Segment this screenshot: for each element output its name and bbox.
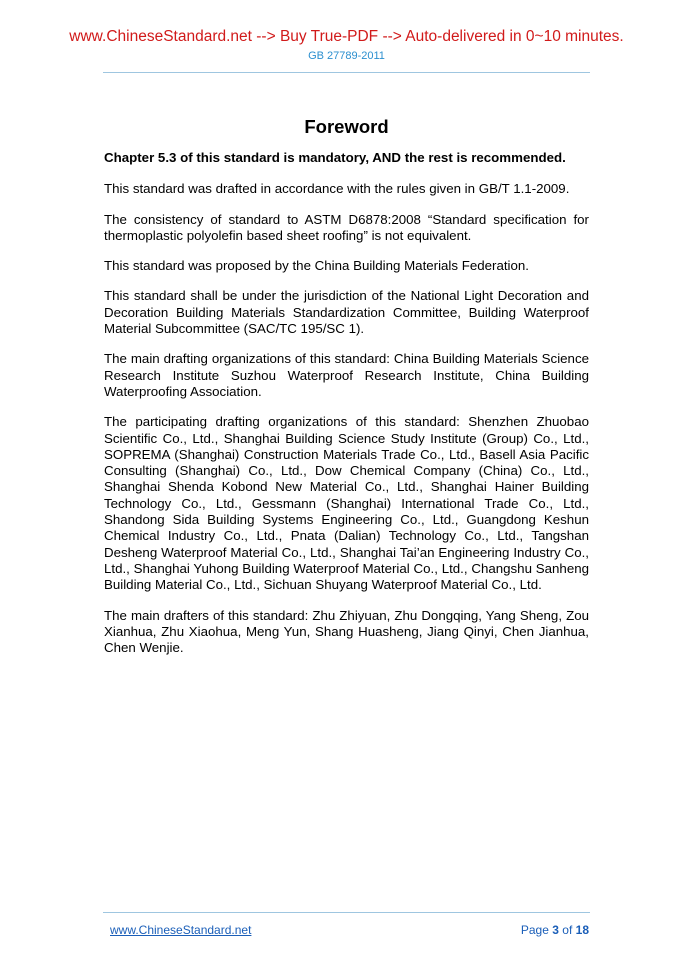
jurisdiction-paragraph: This standard shall be under the jurisdiction of the National Light Decoration and Decoration Building Materials Standardization Committee, Building Waterproof Material Subcommittee (SAC/TC 195/SC 1). bbox=[104, 288, 589, 337]
proposer-paragraph: This standard was proposed by the China Building Materials Federation. bbox=[104, 258, 529, 274]
mandatory-clause-paragraph: Chapter 5.3 of this standard is mandatory, AND the rest is recommended. bbox=[104, 150, 566, 165]
page-label: Page bbox=[520, 923, 549, 937]
participating-orgs-paragraph: The participating drafting organizations of this standard: Shenzhen Zhuobao Scientific Co., Ltd., Shanghai Building Science Study Institute (Group) Co., Ltd., SOPREMA (Shanghai) Construction Materials Trade Co., Ltd., Basell Asia Pacific Consulting (Shanghai) Co., Ltd., Dow Chemical Company (China) Co., Ltd., Shanghai Shenda Kobond New Material Co., Ltd., Shanghai Hainer Building Technology Co., Ltd., Gessmann (Shanghai) International Trade Co., Ltd., Shandong Sida Building Systems Engineering Co., Ltd., Guangdong Keshun Chemical Industry Co., Ltd., Pnata (Dalian) Technology Co., Ltd., Tangshan Desheng Waterproof Material Co., Ltd., Shanghai Tai’an Engineering Industry Co., Ltd., Shanghai Yuhong Building Waterproof Material Co., Ltd., Changshu Sanheng Building Material Co., Ltd., Sichuan Shuyang Waterproof Material Co., Ltd. bbox=[104, 414, 589, 593]
page-number bbox=[521, 923, 589, 937]
main-drafters-paragraph: The main drafters of this standard: Zhu Zhiyuan, Zhu Dongqing, Yang Sheng, Zou Xianhua, Zhu Xiaohua, Meng Yun, Shang Huasheng, Jiang Qinyi, Chen Jianhua, Chen Wenjie. bbox=[104, 607, 589, 656]
header-divider bbox=[103, 72, 590, 73]
page-current: 3 bbox=[552, 923, 559, 937]
footer-website-link[interactable]: www.ChineseStandard.net bbox=[110, 923, 252, 937]
page-total: 18 bbox=[575, 923, 589, 937]
page-of-label: of bbox=[562, 923, 573, 937]
page-title: Foreword bbox=[304, 116, 389, 137]
main-drafting-orgs-paragraph: The main drafting organizations of this standard: China Building Materials Science Research Institute Suzhou Waterproof Research Institute, China Building Waterproofing Association. bbox=[104, 351, 589, 399]
footer-divider bbox=[103, 912, 590, 913]
promo-banner[interactable]: www.ChineseStandard.net --> Buy True-PDF --> Auto-delivered in 0~10 minutes. bbox=[69, 28, 624, 45]
consistency-paragraph: The consistency of standard to ASTM D6878:2008 “Standard specification for thermoplastic polyolefin based sheet roofing” is not equivalent. bbox=[104, 211, 589, 243]
drafting-rules-paragraph: This standard was drafted in accordance with the rules given in GB/T 1.1-2009. bbox=[104, 181, 570, 197]
standard-code-header: GB 27789-2011 bbox=[308, 50, 385, 62]
foreword-body bbox=[104, 150, 589, 670]
